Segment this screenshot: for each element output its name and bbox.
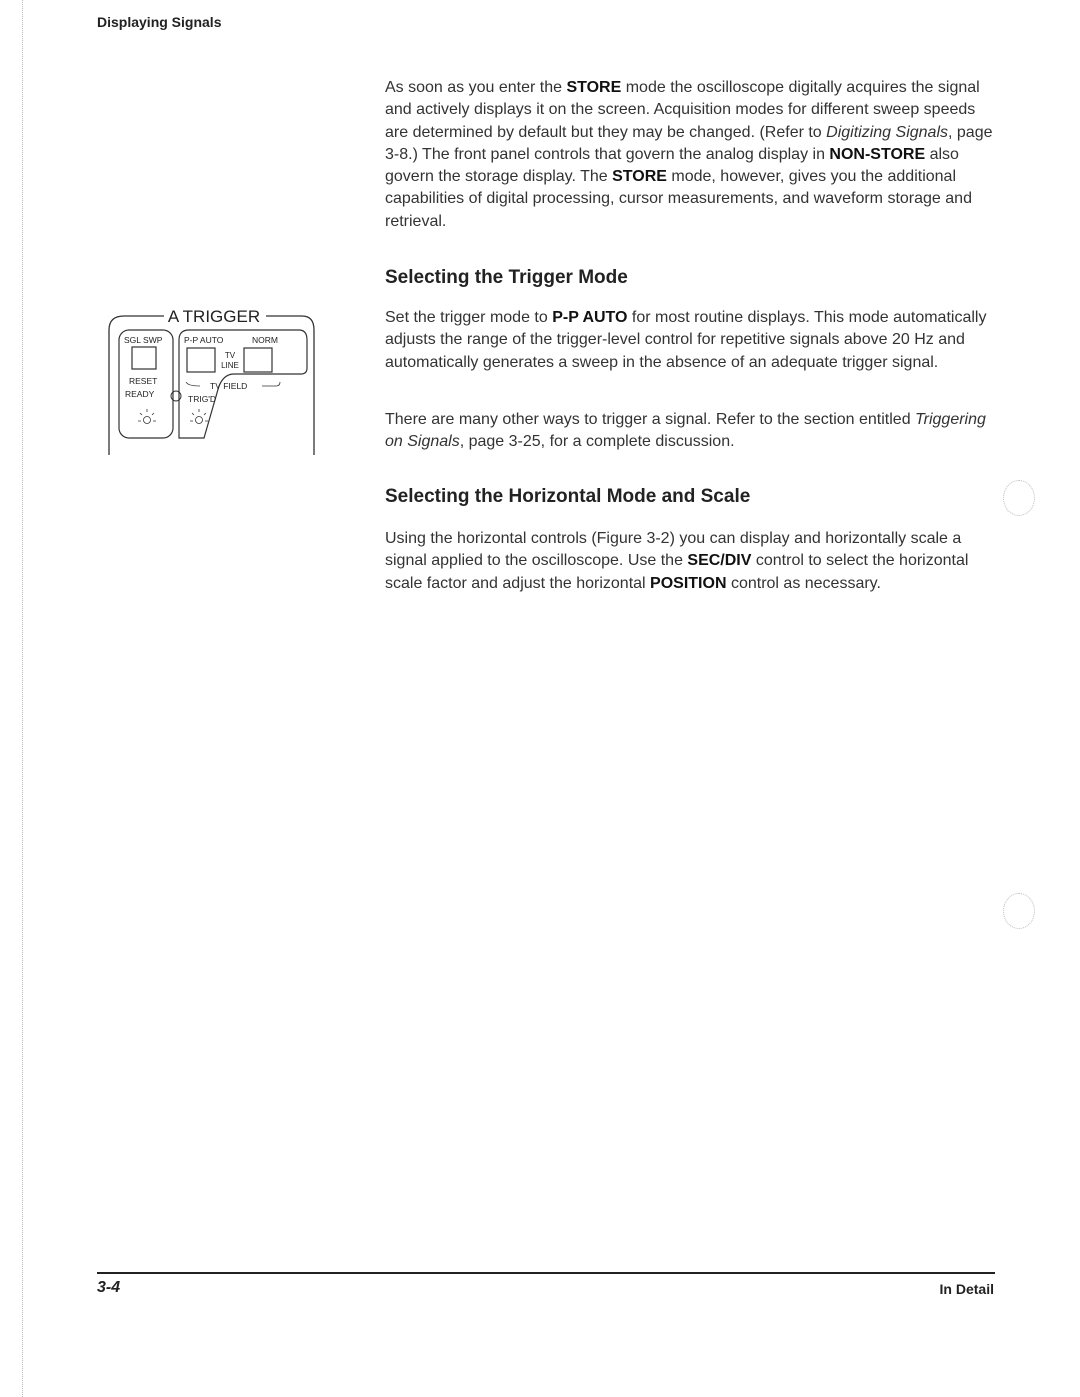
paragraph-trigger-mode [385,307,995,374]
cross-reference: Triggering on Signals [385,411,986,451]
heading-horizontal-mode: Selecting the Horizontal Mode and Scale [385,486,751,507]
footer-rule [97,1272,995,1274]
running-head: Displaying Signals [97,14,222,30]
text-segment: , page 3-25, for a complete discussion. [459,433,735,451]
ready-lamp-icon [138,409,156,424]
text-segment: mode, however, gives you the additional capabilities of digital processing, cursor measurements, and waveform storage and retrieval. [385,168,972,230]
page-edge [22,0,23,1397]
text-segment: for most routine displays. This mode automatically adjusts the range of the trigger-level control for repetitive signals above 20 Hz and automatically generates a sweep in the absence of an adequate trigger signal. [385,309,987,371]
text-segment: mode the oscilloscope digitally acquires the signal and actively displays it on the screen. Acquisition modes for different sweep speeds are determined by default but they may be changed. (Refer to [385,79,980,141]
binder-hole [1003,480,1035,516]
text-segment: control to select the horizontal scale factor and adjust the horizontal [385,552,969,592]
emphasized-term: STORE [612,168,667,186]
trigd-lamp-icon [190,409,208,424]
ready-label: READY [125,389,155,399]
tv-label: TV [224,351,236,360]
cross-reference: Digitizing Signals [826,123,948,141]
text-segment: Set the trigger mode to [385,309,553,326]
norm-label: NORM [252,335,278,345]
paragraph-store-mode [385,77,995,233]
footer-section-title: In Detail [939,1281,994,1297]
emphasized-term: STORE [566,79,622,96]
line-label: LINE [221,361,239,370]
figure-title: A TRIGGER [167,307,261,326]
text-segment: As soon as you enter the [385,79,567,96]
sgl-swp-button [132,347,156,369]
paragraph-horizontal-mode [385,528,995,595]
text-segment: There are many other ways to trigger a signal. Refer to the section entitled [385,411,916,428]
pp-auto-label: P-P AUTO [184,335,224,345]
binder-hole [1003,893,1035,929]
emphasized-term: P-P AUTO [552,309,628,326]
paragraph-trigger-reference [385,409,995,454]
trigd-label: TRIG'D [188,394,217,404]
emphasized-term: POSITION [650,574,727,592]
emphasized-term: NON-STORE [829,145,926,163]
reset-label: RESET [129,376,158,386]
text-segment: , page 3-8.) The front panel controls that govern the analog display in [385,123,993,163]
page-number: 3-4 [97,1279,121,1296]
text-segment: Using the horizontal controls (Figure 3-2) you can display and horizontally scale a signal applied to the oscilloscope. Use the [385,530,962,570]
heading-trigger-mode: Selecting the Trigger Mode [385,267,628,288]
tv-field-label: TV FIELD [210,381,248,391]
a-trigger-panel-figure [104,300,324,460]
text-segment: also govern the storage display. The [385,145,959,186]
pp-auto-button [187,348,215,372]
norm-button [244,348,272,372]
text-segment: control as necessary. [726,574,881,592]
emphasized-term: SEC/DIV [687,552,752,570]
sgl-swp-label: SGL SWP [124,335,163,345]
